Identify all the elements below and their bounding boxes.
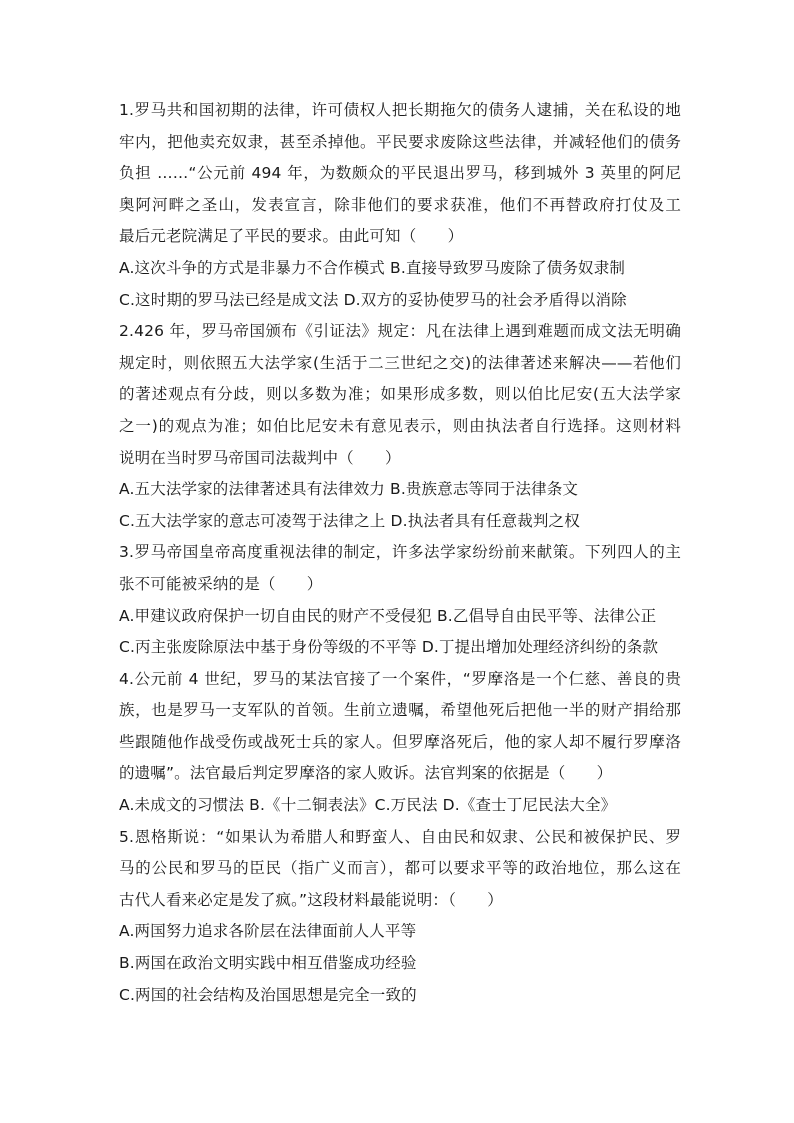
question-4	[119, 664, 681, 822]
question-4-options: A.未成文的习惯法 B.《十二铜表法》C.万民法 D.《查士丁尼民法大全》	[119, 796, 617, 815]
question-content	[119, 95, 681, 1011]
question-1-stem-line-4: 奥阿河畔之圣山，发表宣言，除非他们的要求获准，他们不再替政府打仗及工	[119, 195, 681, 214]
question-5-stem-line-3: 古代人看来必定是发了疯。”这段材料最能说明：（ ）	[119, 890, 503, 909]
question-1-options-ab: A.这次斗争的方式是非暴力不合作模式 B.直接导致罗马废除了债务奴隶制	[119, 258, 625, 277]
question-1-options-cd: C.这时期的罗马法已经是成文法 D.双方的妥协使罗马的社会矛盾得以消除	[119, 290, 627, 309]
question-1-stem-line-3: 负担 ……“公元前 494 年，为数颇众的平民退出罗马，移到城外 3 英里的阿尼	[119, 164, 681, 183]
question-4-stem-line-1: 4.公元前 4 世纪，罗马的某法官接了一个案件，“罗摩洛是一个仁慈、善良的贵	[119, 669, 681, 688]
question-4-stem-line-3: 些跟随他作战受伤或战死士兵的家人。但罗摩洛死后，他的家人却不履行罗摩洛	[119, 732, 681, 751]
question-2-stem-line-5: 说明在当时罗马帝国司法裁判中（ ）	[119, 448, 401, 467]
question-2-stem-line-2: 规定时，则依照五大法学家(生活于二三世纪之交)的法律著述来解决——若他们	[119, 353, 681, 372]
question-1	[119, 95, 681, 316]
question-3	[119, 537, 681, 663]
question-2-stem-line-3: 的著述观点有分歧，则以多数为准；如果形成多数，则以伯比尼安(五大法学家	[119, 385, 681, 404]
question-5-option-c: C.两国的社会结构及治国思想是完全一致的	[119, 985, 417, 1004]
question-3-stem-line-1: 3.罗马帝国皇帝高度重视法律的制定，许多法学家纷纷前来献策。下列四人的主	[119, 543, 681, 562]
question-2	[119, 316, 681, 537]
question-5-stem-line-2: 马的公民和罗马的臣民（指广义而言），都可以要求平等的政治地位，那么这在	[119, 859, 681, 878]
question-4-stem-line-4: 的遗嘱”。法官最后判定罗摩洛的家人败诉。法官判案的依据是（ ）	[119, 764, 613, 783]
question-5-option-a: A.两国努力追求各阶层在法律面前人人平等	[119, 922, 417, 941]
question-3-stem-line-2: 张不可能被采纳的是（ ）	[119, 574, 323, 593]
question-5	[119, 822, 681, 1012]
question-2-stem-line-1: 2.426 年，罗马帝国颁布《引证法》规定：凡在法律上遇到难题而成文法无明确	[119, 322, 681, 341]
question-1-stem-line-2: 牢内，把他卖充奴隶，甚至杀掉他。平民要求废除这些法律，并减轻他们的债务	[119, 132, 681, 151]
question-1-stem-line-1: 1.罗马共和国初期的法律，许可债权人把长期拖欠的债务人逮捕，关在私设的地	[119, 101, 681, 119]
question-3-options-cd: C.丙主张废除原法中基于身份等级的不平等 D.丁提出增加处理经济纠纷的条款	[119, 638, 659, 657]
question-2-stem-line-4: 之一)的观点为准；如伯比尼安未有意见表示，则由执法者自行选择。这则材料	[119, 416, 681, 435]
question-5-stem-line-1: 5.恩格斯说：“如果认为希腊人和野蛮人、自由民和奴隶、公民和被保护民、罗	[119, 827, 681, 846]
question-2-options-ab: A.五大法学家的法律著述具有法律效力 B.贵族意志等同于法律条文	[119, 480, 579, 499]
question-5-option-b: B.两国在政治文明实践中相互借鉴成功经验	[119, 954, 417, 973]
question-1-stem-line-5: 最后元老院满足了平民的要求。由此可知（ ）	[119, 227, 464, 246]
question-3-options-ab: A.甲建议政府保护一切自由民的财产不受侵犯 B.乙倡导自由民平等、法律公正	[119, 606, 657, 625]
question-2-options-cd: C.五大法学家的意志可凌驾于法律之上 D.执法者具有任意裁判之权	[119, 511, 580, 530]
question-4-stem-line-2: 族，也是罗马一支军队的首领。生前立遗嘱，希望他死后把他一半的财产捐给那	[119, 701, 681, 720]
